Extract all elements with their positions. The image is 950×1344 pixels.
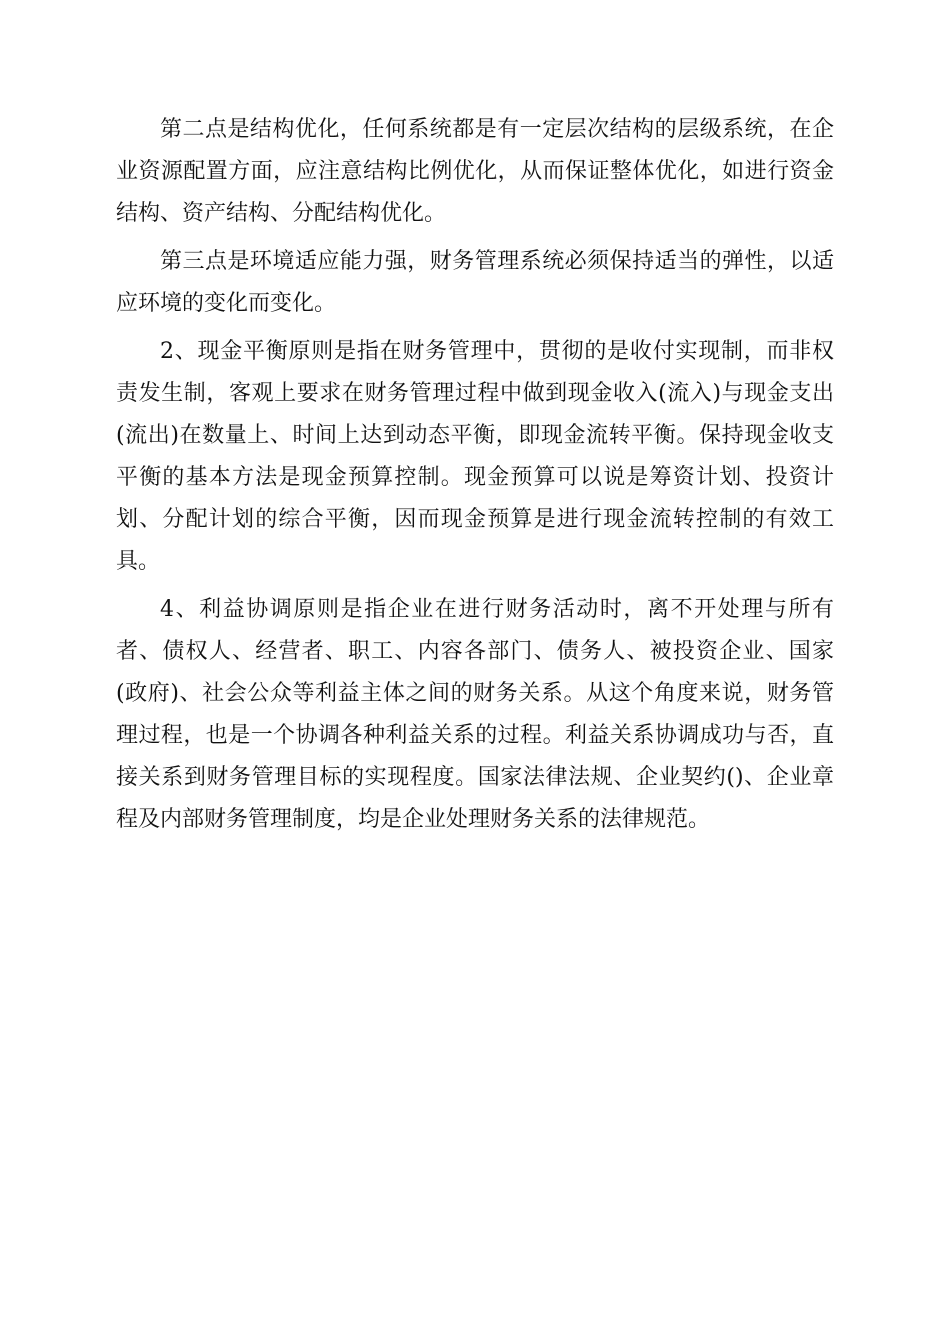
paragraph-line: 程及内部财务管理制度，均是企业处理财务关系的法律规范。 <box>116 807 711 832</box>
paragraph-line: (流出)在数量上、时间上达到动态平衡，即现金流转平衡。保持现金收支 <box>116 423 834 448</box>
paragraph-line: 责发生制，客观上要求在财务管理过程中做到现金收入(流入)与现金支出 <box>116 381 834 406</box>
paragraph-line: 划、分配计划的综合平衡，因而现金预算是进行现金流转控制的有效工 <box>116 507 834 532</box>
paragraph-line: 理过程，也是一个协调各种利益关系的过程。利益关系协调成功与否，直 <box>116 723 834 748</box>
paragraph-line: 结构、资产结构、分配结构优化。 <box>116 201 447 226</box>
paragraph-line: 平衡的基本方法是现金预算控制。现金预算可以说是筹资计划、投资计 <box>116 465 834 490</box>
paragraph-cash-balance-principle <box>116 331 834 583</box>
document-body <box>116 109 834 847</box>
paragraph-line: 业资源配置方面，应注意结构比例优化，从而保证整体优化，如进行资金 <box>116 159 834 184</box>
paragraph-line: 应环境的变化而变化。 <box>116 291 337 316</box>
paragraph-line: 第三点是环境适应能力强，财务管理系统必须保持适当的弹性，以适 <box>160 249 834 274</box>
paragraph-line: 者、债权人、经营者、职工、内容各部门、债务人、被投资企业、国家 <box>116 639 834 664</box>
paragraph-line: 第二点是结构优化，任何系统都是有一定层次结构的层级系统，在企 <box>160 117 834 142</box>
paragraph-line: 具。 <box>116 549 161 574</box>
paragraph-line: 接关系到财务管理目标的实现程度。国家法律法规、企业契约()、企业章 <box>116 765 834 790</box>
paragraph-environment-adaptability <box>116 241 834 325</box>
paragraph-line: 4、利益协调原则是指企业在进行财务活动时，离不开处理与所有 <box>160 597 834 622</box>
paragraph-interest-coordination-principle <box>116 589 834 841</box>
paragraph-line: (政府)、社会公众等利益主体之间的财务关系。从这个角度来说，财务管 <box>116 681 834 706</box>
paragraph-line: 2、现金平衡原则是指在财务管理中，贯彻的是收付实现制，而非权 <box>160 339 834 364</box>
paragraph-structure-optimization <box>116 109 834 235</box>
